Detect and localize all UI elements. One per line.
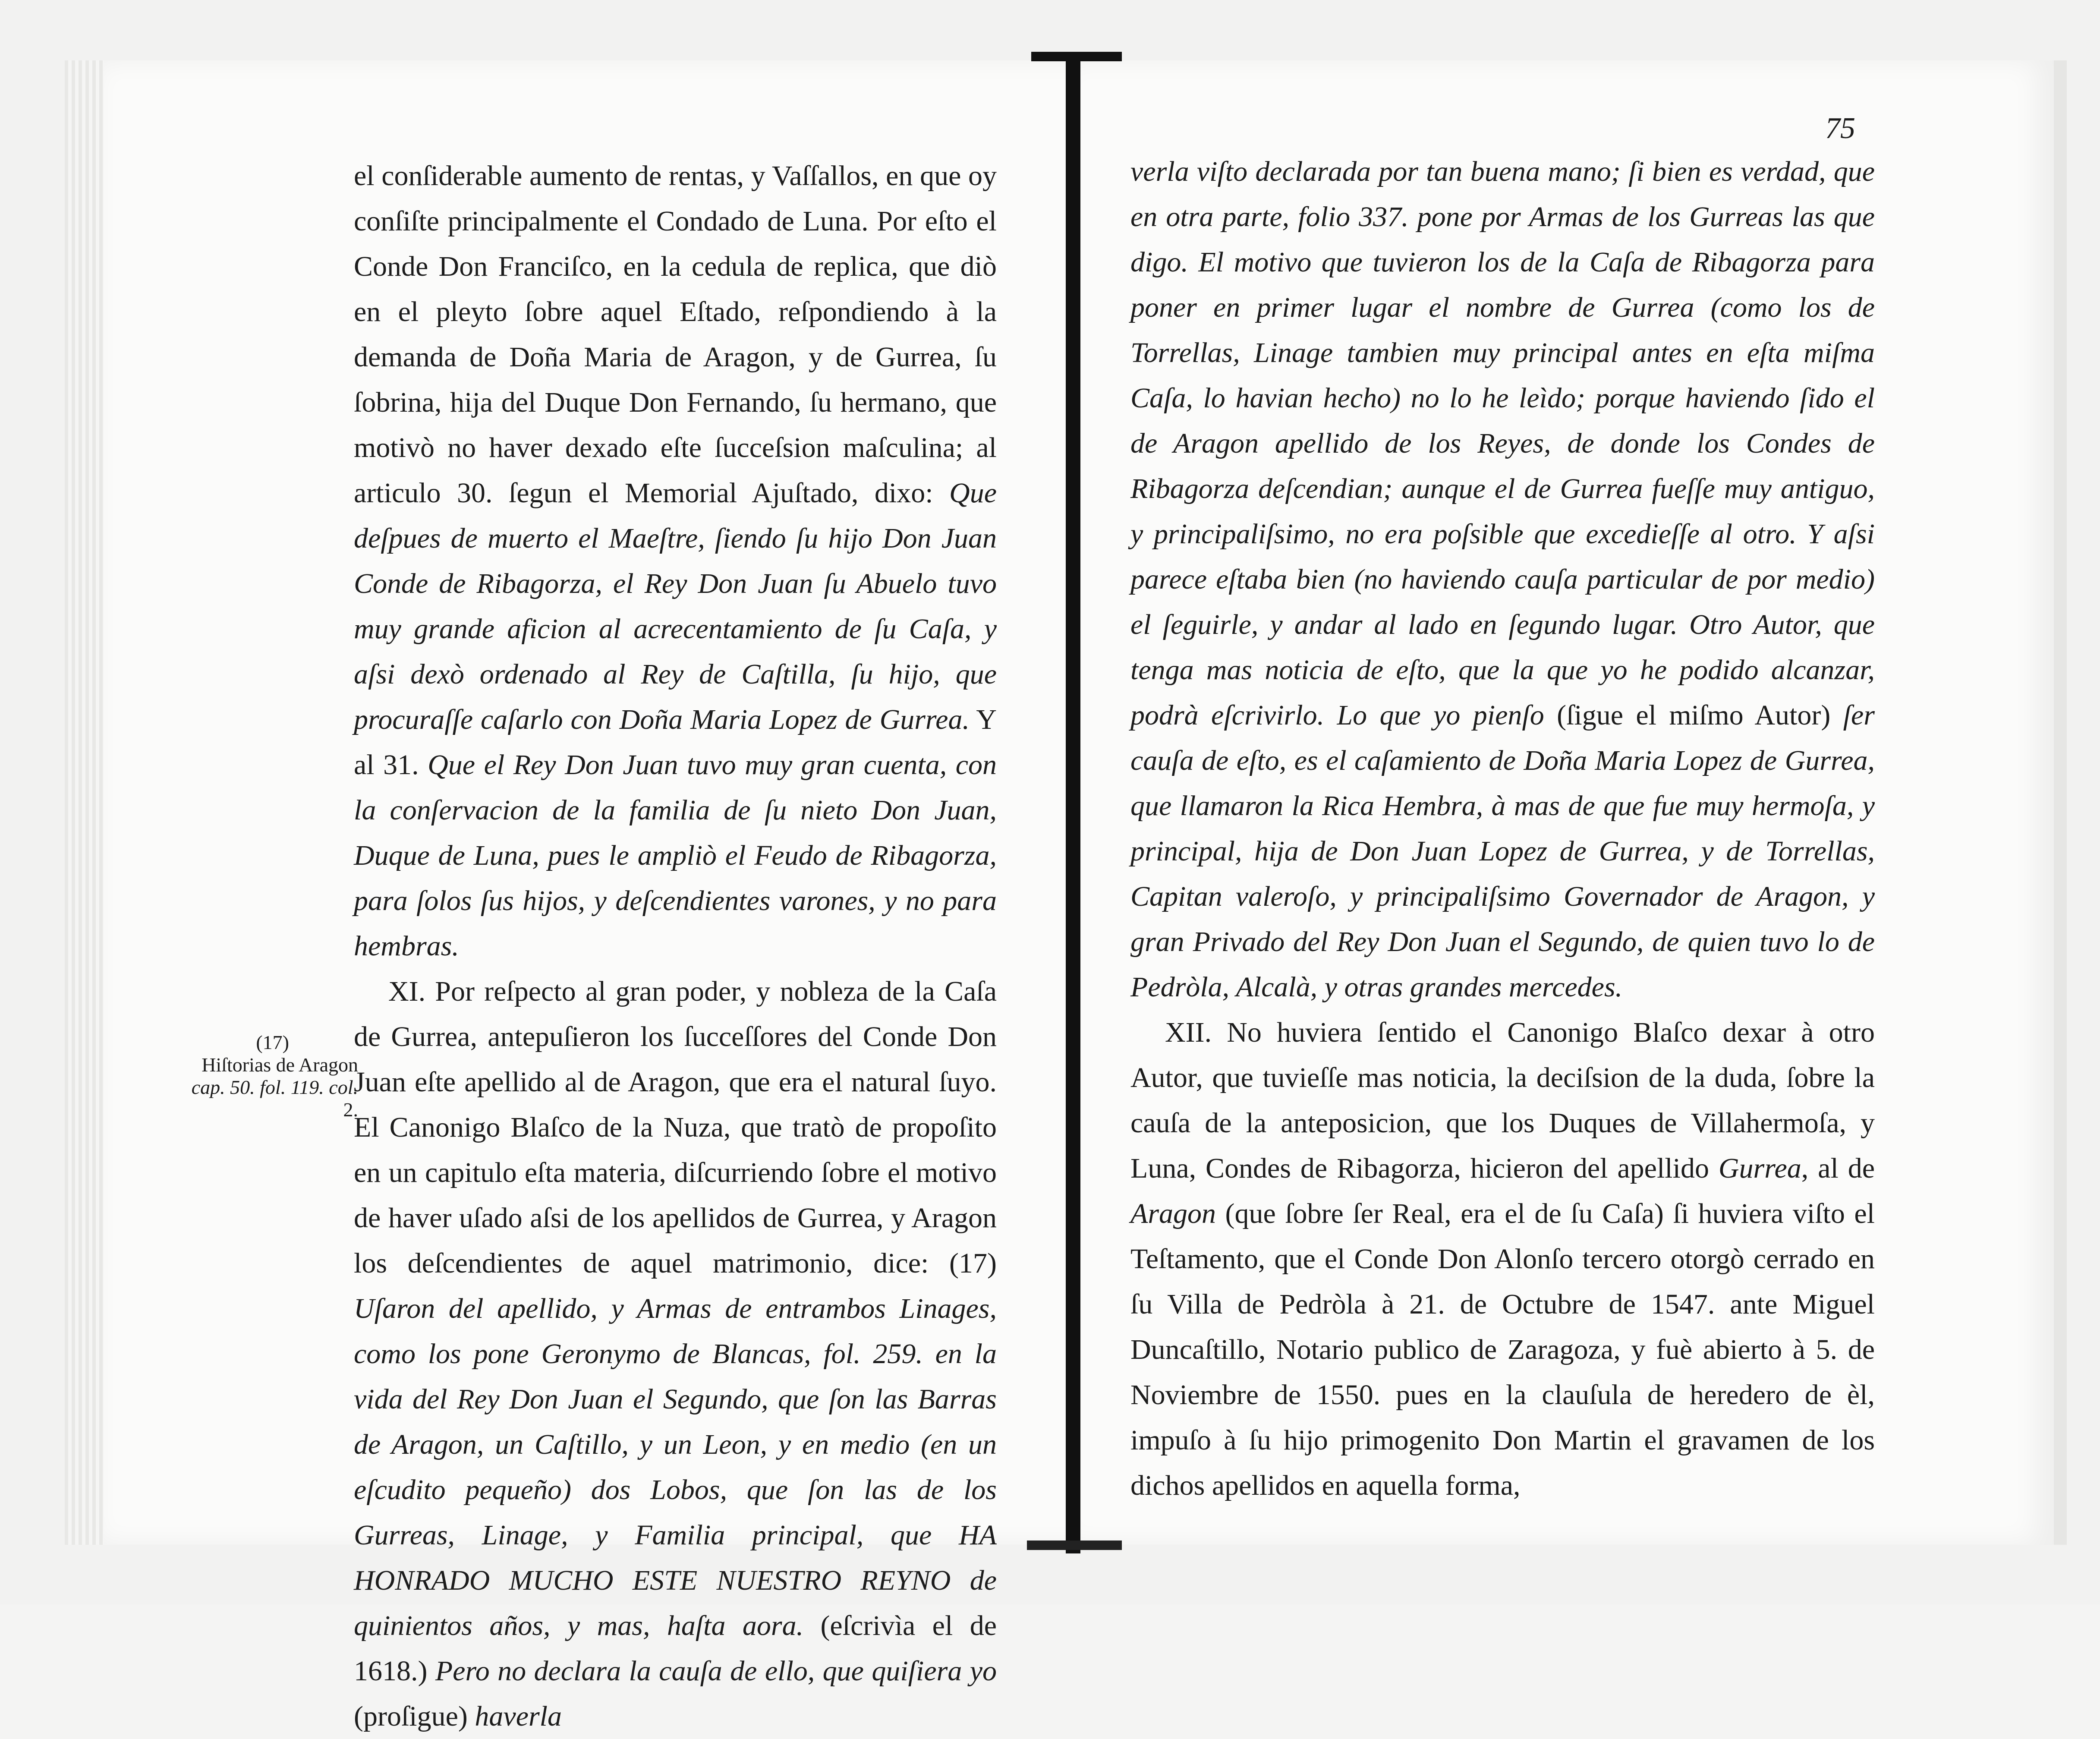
margin-note-line1: Hiſtorias de Aragon bbox=[201, 1054, 358, 1076]
quote-run: Que el Rey Don Juan tuvo muy gran cuenta, con la conſervacion de la familia de ſu nieto Don Juan, Duque de Luna, pues le ampliò el Feudo de Ribagorza, para ſolos ſus hijos, y deſcendientes varones, y no para hembras. bbox=[354, 749, 997, 962]
quote-run: Que deſpues de muerto el Maeſtre, ſiendo ſu hijo Don Juan Conde de Ribagorza, el Rey Don Juan ſu Abuelo tuvo muy grande aficion al acrecentamiento de ſu Caſa, y aſsi dexò ordenado al Rey de Caſtilla, ſu hijo, que procuraſſe caſarlo con Doña Maria Lopez de Gurrea. bbox=[354, 477, 997, 735]
right-paragraph-xii bbox=[1130, 1010, 1875, 1508]
page-number: 75 bbox=[1825, 112, 1855, 145]
text-run: el conſiderable aumento de rentas, y Vaſſallos, en que oy conſiſte principalmente el Condado de Luna. Por eſto el Conde Don Franciſco, en la cedula de replica, que diò en el pleyto ſobre aquel Eſtado, reſpondiendo à la demanda de Doña Maria de Aragon, y de Gurrea, ſu ſobrina, hija del Duque Don Fernando, ſu hermano, que motivò no haver dexado eſte ſucceſsion maſculina; al articulo 30. ſegun el Memorial Ajuſtado, dixo: bbox=[354, 160, 997, 509]
margin-note bbox=[186, 1031, 358, 1121]
spine-bottom bbox=[1027, 1541, 1122, 1550]
quote-run: ſer cauſa de eſto, es el caſamiento de Doña Maria Lopez de Gurrea, que llamaron la Rica Hembra, à mas de que fue muy hermoſa, y principal, hija de Don Juan Lopez de Gurrea, y de Torrellas, Capitan valeroſo, y principaliſsimo Governador de Aragon, y gran Privado del Rey Don Juan el Segundo, de quien tuvo lo de Pedròla, Alcalà, y otras grandes mercedes. bbox=[1130, 699, 1875, 1003]
book-spine bbox=[1066, 52, 1080, 1553]
quote-run: Aragon bbox=[1130, 1198, 1216, 1229]
margin-note-line3: 2. bbox=[343, 1099, 358, 1121]
text-run: Y al 31. bbox=[354, 704, 997, 781]
quote-run: Pero no declara la cauſa de ello, que quiſiera yo bbox=[435, 1655, 997, 1687]
quote-run: verla viſto declarada por tan buena mano; ſi bien es verdad, que en otra parte, folio 337. pone por Armas de los Gurreas las que digo. El motivo que tuvieron los de la Caſa de Ribagorza para poner en primer lugar el nombre de Gurrea (como los de Torrellas, Linage tambien muy principal antes en eſta miſma Caſa, lo havian hecho) no lo he leìdo; porque haviendo ſido el de Aragon apellido de los Reyes, de donde los Condes de Ribagorza deſcendian; aunque el de Gurrea fueſſe muy antiguo, y principaliſsimo, no era poſsible que excedieſſe al otro. Y aſsi parece eſtaba bien (no haviendo cauſa particular de por medio) el ſeguirle, y andar al lado en ſegundo lugar. Otro Autor, que tenga mas noticia de eſto, que la que yo he podido alcanzar, podrà eſcrivirlo. Lo que yo pienſo bbox=[1130, 156, 1875, 731]
page-edges bbox=[65, 60, 104, 1545]
quote-run: haverla bbox=[475, 1701, 562, 1732]
quote-run: Gurrea bbox=[1718, 1153, 1801, 1184]
left-text-column bbox=[354, 153, 997, 1739]
left-paragraph-1 bbox=[354, 153, 997, 969]
text-run: (eſcrivìa el de 1618.) bbox=[354, 1610, 997, 1687]
right-text-column bbox=[1130, 149, 1875, 1508]
quote-run: Uſaron del apellido, y Armas de entrambos Linages, como los pone Geronymo de Blancas, fol. 259. en la vida del Rey Don Juan el Segundo, que ſon las Barras de Aragon, un Caſtillo, y un Leon, y en medio (en un eſcudito pequeño) dos Lobos, que ſon las de los Gurreas, Linage, y Familia principal, que HA HONRADO MUCHO ESTE NUESTRO REYNO de quinientos años, y mas, haſta aora. bbox=[354, 1293, 997, 1641]
spine-top bbox=[1031, 52, 1122, 61]
margin-note-number: (17) bbox=[256, 1031, 289, 1053]
text-run: (ſigue el miſmo Autor) bbox=[1544, 699, 1843, 731]
left-paragraph-xi bbox=[354, 969, 997, 1739]
text-run: , al de bbox=[1801, 1153, 1875, 1184]
text-run: XI. Por reſpecto al gran poder, y nobleza de la Caſa de Gurrea, antepuſieron los ſucceſſores del Conde Don Juan eſte apellido al de Aragon, que era el natural ſuyo. El Canonigo Blaſco de la Nuza, que tratò de propoſito en un capitulo eſta materia, diſcurriendo ſobre el motivo de haver uſado aſsi de los apellidos de Gurrea, y Aragon los deſcendientes de aquel matrimonio, dice: (17) bbox=[354, 976, 997, 1279]
text-run: (proſigue) bbox=[354, 1701, 475, 1732]
text-run: XII. No huviera ſentido el Canonigo Blaſco dexar à otro Autor, que tuvieſſe mas noticia, la deciſsion de la duda, ſobre la cauſa de la anteposicion, que los Duques de Villahermoſa, y Luna, Condes de Ribagorza, hicieron del apellido bbox=[1130, 1017, 1875, 1184]
margin-note-line2: cap. 50. fol. 119. col. bbox=[191, 1076, 358, 1098]
text-run: (que ſobre ſer Real, era el de ſu Caſa) ſi huviera viſto el Teſtamento, que el Conde Don Alonſo tercero otorgò cerrado en ſu Villa de Pedròla à 21. de Octubre de 1547. ante Miguel Duncaſtillo, Notario publico de Zaragoza, y fuè abierto à 5. de Noviembre de 1550. pues en la clauſula de heredero de èl, impuſo à ſu hijo primogenito Don Martin el gravamen de los dichos apellidos en aquella forma, bbox=[1130, 1198, 1875, 1501]
right-paragraph-1 bbox=[1130, 149, 1875, 1010]
